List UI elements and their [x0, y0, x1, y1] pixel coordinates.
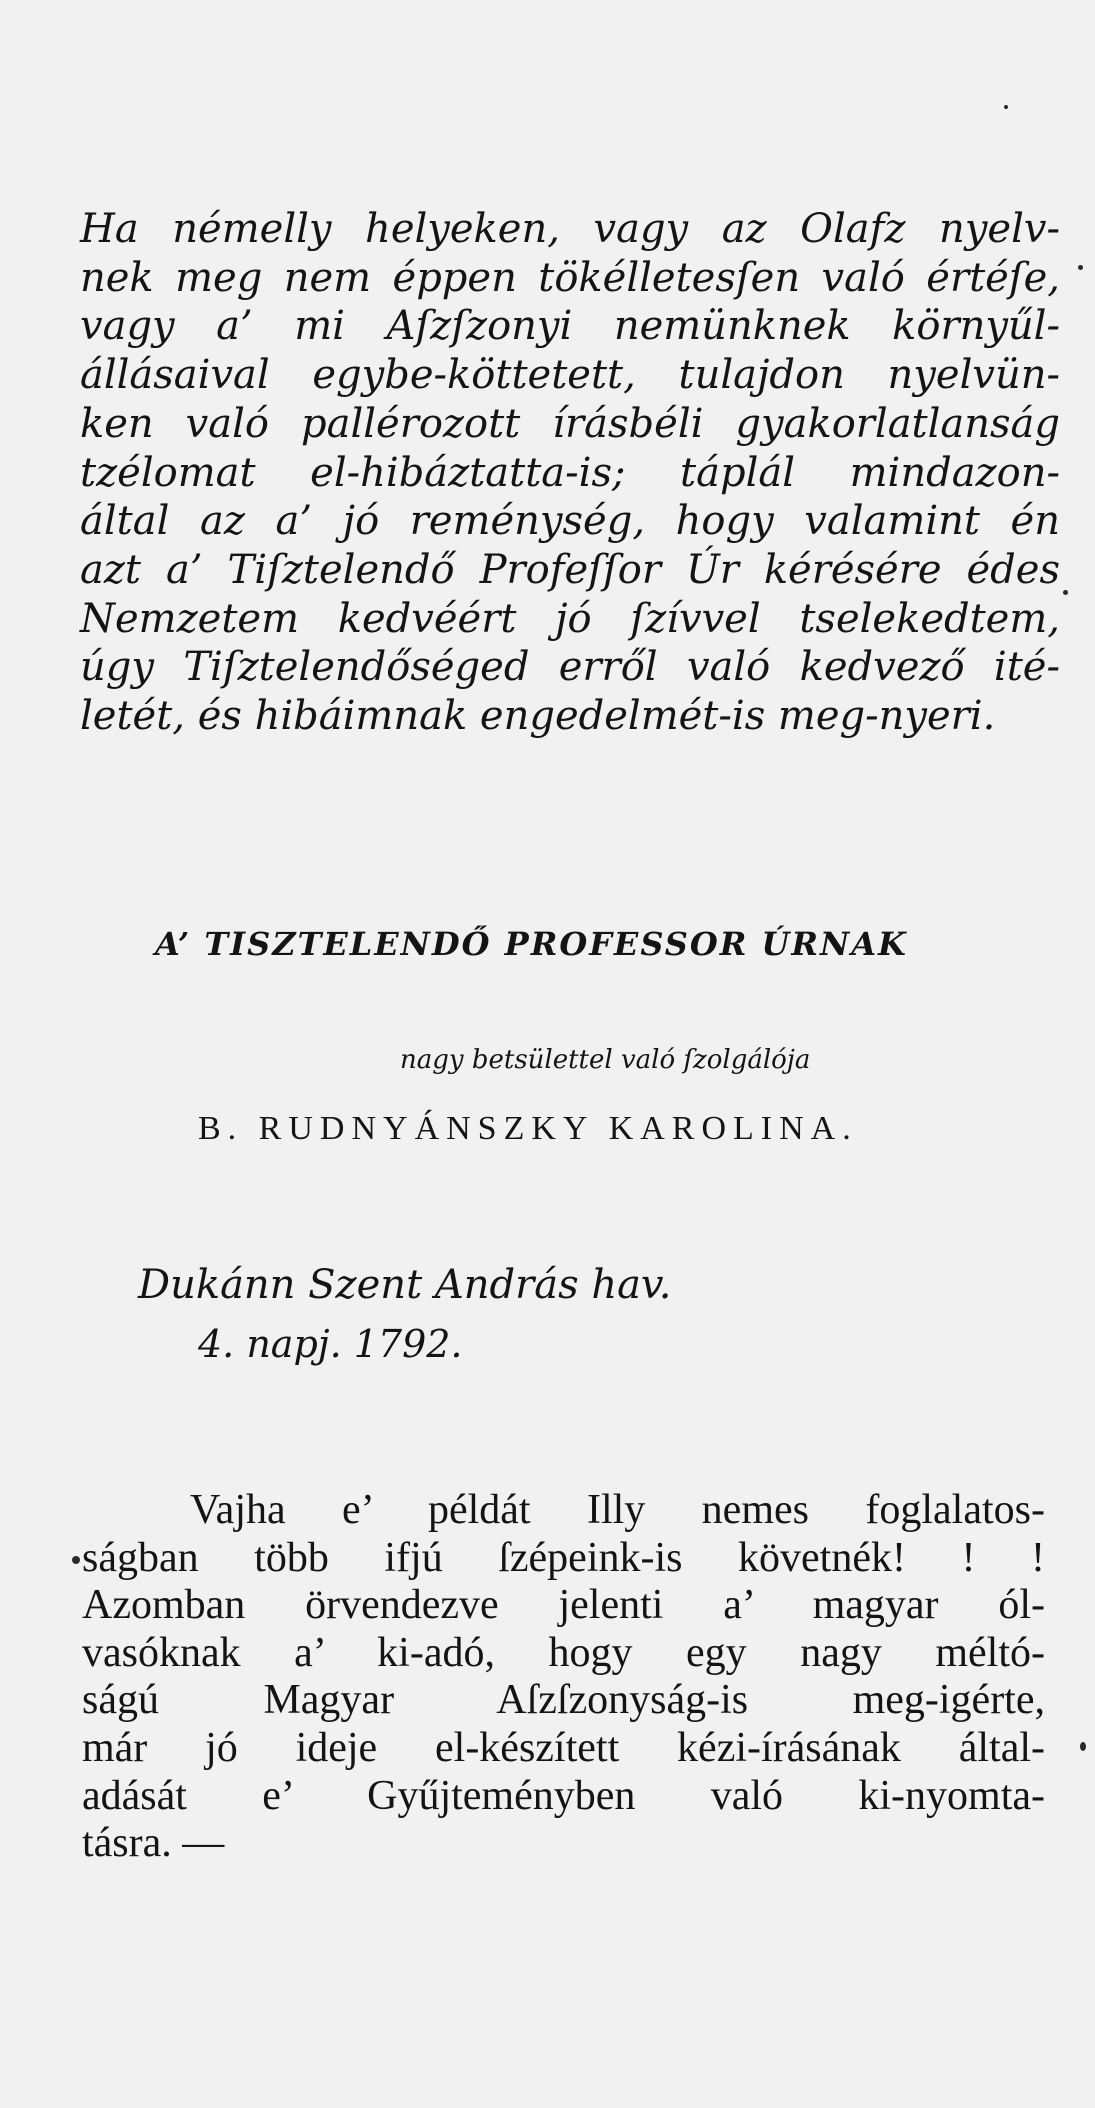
roman-paragraph: [82, 1487, 1045, 1868]
text-line: állásaival egybe-köttetett, tulajdon nyelvün-: [80, 352, 1060, 399]
print-speck: [1063, 590, 1068, 595]
place-line: Dukánn Szent András hav.: [138, 1262, 672, 1308]
text-line: ságú Magyar Aſzſzonyság-is meg-igérte,: [82, 1677, 1045, 1724]
text-line: ken való pallérozott írásbéli gyakorlatlanság: [80, 400, 1060, 447]
text-line: tzélomat el-hibáztatta-is; táplál mindazon-: [80, 449, 1060, 496]
dedication-heading: A’ TISZTELENDŐ PROFESSOR ÚRNAK: [155, 925, 908, 963]
text-line: letét, és hibáimnak engedelmét-is meg-nyeri.: [80, 693, 996, 740]
text-line: Ha némelly helyeken, vagy az Olafz nyelv-: [80, 206, 1060, 252]
italic-paragraph: [80, 205, 1060, 741]
text-line: vagy a’ mi Aſzſzonyi nemünknek környűl-: [80, 303, 1060, 350]
signature-name: B. RUDNYÁNSZKY KAROLINA.: [198, 1110, 858, 1147]
text-line: tásra. —: [82, 1820, 225, 1867]
text-line: nek meg nem éppen tökélletesſen való értéſe,: [80, 254, 1060, 301]
print-speck: [1080, 1742, 1086, 1751]
text-line: azt a’ Tiſztelendő Profeſſor Úr kérésére édes: [80, 546, 1060, 593]
text-line: Vajha e’ példát Illy nemes foglalatos-: [190, 1487, 1045, 1533]
servant-phrase: nagy betsülettel való ſzolgálója: [400, 1045, 811, 1075]
print-speck: [1004, 105, 1008, 109]
text-line: ságban több ifjú ſzépeink-is követnék! ! !: [82, 1534, 1045, 1581]
text-line: már jó ideje el-készített kézi-írásának által-: [82, 1724, 1045, 1771]
print-speck: [72, 1556, 80, 1564]
print-speck: [1078, 265, 1083, 270]
text-line: által az a’ jó reménység, hogy valamint én: [80, 498, 1060, 545]
text-line: úgy Tiſztelendőséged erről való kedvező ité-: [80, 644, 1060, 691]
text-line: adását e’ Gyűjteményben való ki-nyomta-: [82, 1772, 1045, 1819]
text-line: Nemzetem kedvéért jó ſzívvel tselekedtem,: [80, 595, 1060, 642]
text-line: Azomban örvendezve jelenti a’ magyar ól-: [82, 1582, 1045, 1629]
text-line: vasóknak a’ ki-adó, hogy egy nagy méltó-: [82, 1629, 1045, 1676]
date-line: 4. napj. 1792.: [198, 1322, 463, 1366]
